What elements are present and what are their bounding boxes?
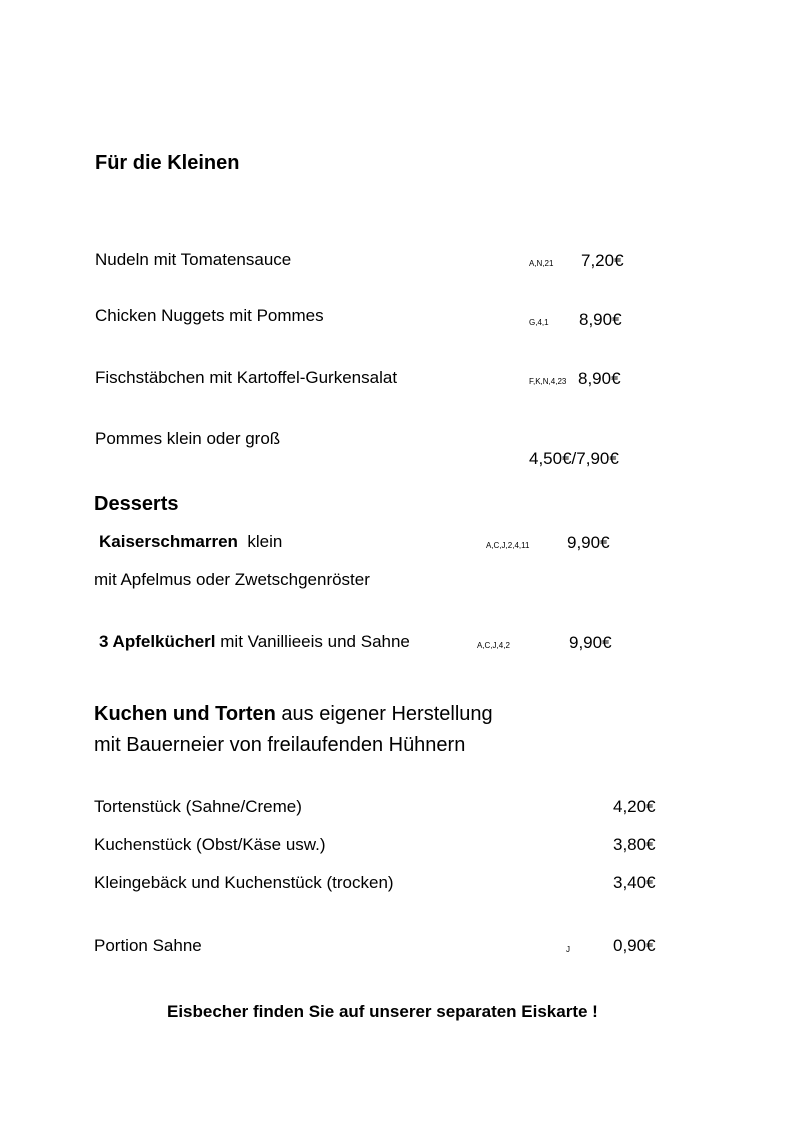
dessert-name-bold: 3 Apfelkücherl (99, 632, 216, 651)
dessert-subline: mit Apfelmus oder Zwetschgenröster (94, 570, 370, 589)
kids-item-codes: A,N,21 (529, 259, 554, 268)
dessert-kaiserschmarren (99, 532, 282, 552)
kids-item-price: 8,90€ (578, 369, 621, 388)
kids-item-name: Nudeln mit Tomatensauce (95, 250, 292, 269)
dessert-price: 9,90€ (567, 533, 610, 552)
cakes-heading (94, 703, 493, 726)
cakes-heading-rest: aus eigener Herstellung (275, 703, 493, 725)
cake-item-codes: J (566, 945, 570, 954)
cake-item-name: Kleingebäck und Kuchenstück (trocken) (94, 873, 394, 892)
kids-item-price: 8,90€ (579, 310, 622, 329)
cake-item-price: 3,80€ (613, 835, 656, 854)
kids-item-price: 7,20€ (581, 251, 624, 270)
cake-item-name: Kuchenstück (Obst/Käse usw.) (94, 835, 326, 854)
cake-item-price: 0,90€ (613, 936, 656, 955)
cake-item-price: 3,40€ (613, 873, 656, 892)
dessert-price: 9,90€ (569, 633, 612, 652)
cake-item-name: Portion Sahne (94, 936, 202, 955)
kids-item-name: Fischstäbchen mit Kartoffel-Gurkensalat (95, 368, 398, 387)
dessert-codes: A,C,J,4,2 (477, 641, 510, 650)
dessert-apfelkuecherl (99, 632, 410, 652)
cake-item-name: Tortenstück (Sahne/Creme) (94, 797, 302, 816)
kids-item-name: Chicken Nuggets mit Pommes (95, 306, 324, 325)
footer-note: Eisbecher finden Sie auf unserer separaten Eiskarte ! (167, 1002, 598, 1021)
dessert-name-bold: Kaiserschmarren (99, 532, 238, 551)
kids-heading: Für die Kleinen (95, 152, 240, 174)
kids-item-name: Pommes klein oder groß (95, 429, 281, 448)
kids-item-codes: G,4,1 (529, 318, 549, 327)
dessert-codes: A,C,J,2,4,11 (486, 541, 530, 550)
cakes-heading-bold: Kuchen und Torten (94, 703, 276, 725)
cake-item-price: 4,20€ (613, 797, 656, 816)
kids-item-price: 4,50€/7,90€ (529, 449, 619, 468)
kids-item-codes: F,K,N,4,23 (529, 377, 567, 386)
cakes-subheading: mit Bauerneier von freilaufenden Hühnern (94, 734, 466, 756)
dessert-name-rest: mit Vanillieeis und Sahne (215, 632, 410, 651)
desserts-heading: Desserts (94, 493, 179, 515)
dessert-name-rest: klein (247, 532, 283, 551)
